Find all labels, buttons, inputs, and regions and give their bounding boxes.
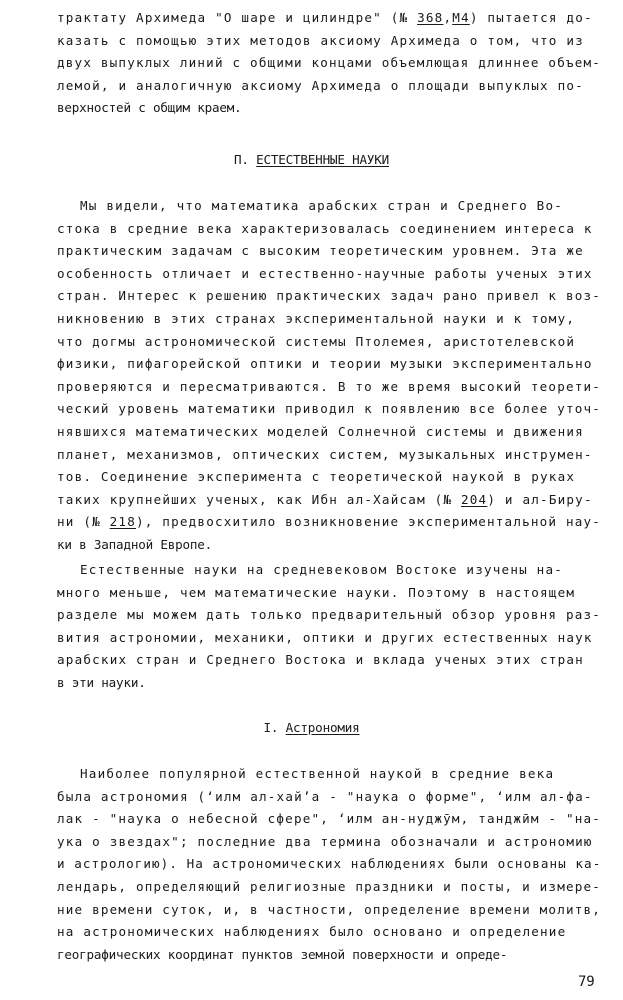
reference-number: 368 — [417, 10, 444, 25]
text-line: особенность отличает и естественно-научные работы ученых этих — [57, 265, 593, 281]
text-line: лак - "наука о небесной сфере", ʻилм ан-нуджӯм, танджӣм - "на- — [57, 811, 602, 827]
page-number: 79 — [578, 974, 595, 990]
reference-number: 218 — [109, 514, 136, 530]
subsection-title: Астрономия — [285, 720, 360, 735]
text-line: проверяются и пересматриваются. В то же время высокий теорети- — [57, 378, 602, 394]
text-line: трактату Архимеда "О шаре и цилиндре" (№ 368,М4) пытается до- — [57, 10, 593, 25]
text-line: Наиболее популярной естественной наукой в средние века — [80, 766, 555, 781]
subsection-number: I. — [263, 720, 279, 735]
text-line: планет, механизмов, оптических систем, музыкальных инструмен- — [57, 446, 593, 462]
text-line: разделе мы можем дать только предварительный обзор уровня раз- — [57, 607, 602, 623]
text-line: географических координат пунктов земной поверхности и опреде- — [57, 946, 508, 962]
text-line: стран. Интерес к решению практических задач рано привел к воз- — [57, 288, 602, 304]
text-line: нявшихся математических моделей Солнечной системы и движения — [57, 424, 584, 439]
text-line: ки в Западной Европе. — [57, 537, 213, 552]
text-line: на астрономических наблюдениях было основано и определение — [57, 924, 567, 940]
text-line: лемой, и аналогичную аксиому Архимеда о площади выпуклых по- — [57, 77, 584, 93]
text-line: ука о звездах"; последние два термина обозначали и астрономию — [57, 833, 593, 849]
reference-number: 204 — [460, 491, 488, 507]
text-line: вития астрономии, механики, оптики и других естественных наук — [57, 629, 593, 645]
text-line: была астрономия (ʻилм ал-хайʼа - "наука о форме", ʻилм ал-фа- — [57, 788, 593, 804]
subsection-heading — [0, 718, 623, 738]
text-line: лендарь, определяющий религиозные праздники и посты, и измере- — [57, 879, 602, 894]
text-line: казать с помощью этих методов аксиому Архимеда о том, что из — [57, 32, 584, 48]
text-line: таких крупнейших ученых, как Ибн ал-Хайсам (№ 204) и ал-Биру- — [57, 491, 593, 507]
text-line: много меньше, чем математические науки. Поэтому в настоящем — [57, 584, 576, 600]
text-line: ческий уровень математики приводил к появлению все более уточ- — [57, 401, 602, 417]
reference-number: М4 — [452, 10, 470, 25]
text-line: в эти науки. — [57, 675, 146, 690]
text-line: практическим задачам с высоким теоретическим уровнем. Эта же — [57, 243, 584, 259]
text-line: двух выпуклых линий с общими концами объемлющая длиннее объем- — [57, 55, 602, 71]
text-line: верхностей с общим краем. — [57, 100, 242, 116]
text-line: никновению в этих странах экспериментальной науки и к тому, — [57, 311, 576, 326]
section-title: ЕСТЕСТВЕННЫЕ НАУКИ — [256, 152, 390, 167]
text-line: ние времени суток, и, в частности, определение времени молитв, — [57, 901, 602, 917]
text-line: что догмы астрономической системы Птолемея, аристотелевской — [57, 333, 576, 349]
text-line: физики, пифагорейской оптики и теории музыки экспериментально — [57, 356, 593, 372]
text-line: ни (№ 218), предвосхитило возникновение экспериментальной нау- — [57, 514, 602, 530]
text-line: Мы видели, что математика арабских стран и Среднего Во- — [80, 198, 564, 213]
text-line: Естественные науки на средневековом Востоке изучены на- — [80, 562, 564, 577]
text-line: арабских стран и Среднего Востока и вклада ученых этих стран — [57, 652, 584, 668]
section-heading — [0, 150, 623, 170]
text-line: стока в средние века характеризовалась соединением интереса к — [57, 220, 593, 236]
text-line: и астрологию). На астрономических наблюдениях были основаны ка- — [57, 856, 602, 872]
section-number: П. — [233, 152, 249, 167]
text-line: тов. Соединение эксперимента с теоретической наукой в руках — [57, 469, 576, 485]
